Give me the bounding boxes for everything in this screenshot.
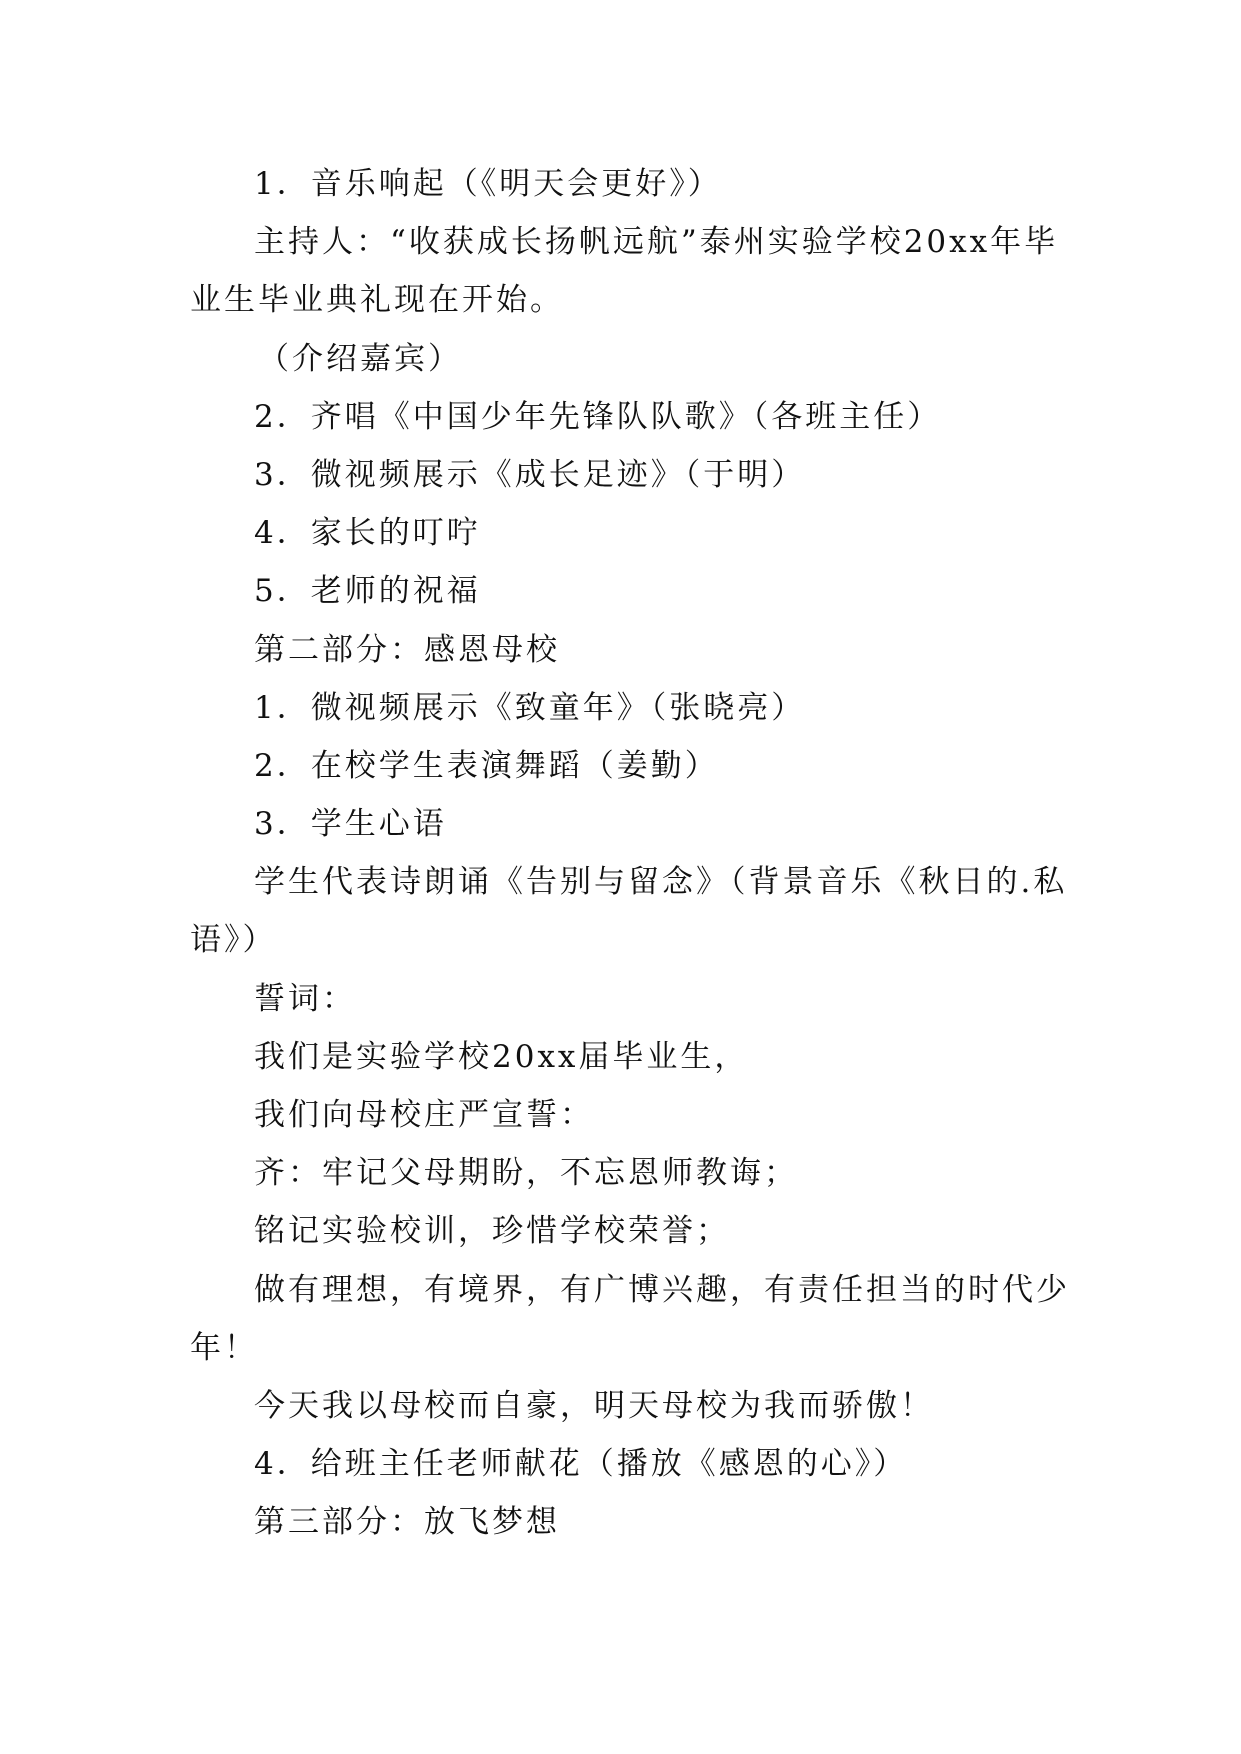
program-item: 5．老师的祝福 [254, 573, 481, 610]
program-item: 2．齐唱《中国少年先锋队队歌》（各班主任） [254, 398, 942, 435]
introduce-guests: （介绍嘉宾） [258, 340, 462, 377]
program-item: 2．在校学生表演舞蹈（姜勤） [254, 747, 719, 784]
program-item: 1．音乐响起（《明天会更好》） [254, 166, 722, 202]
oath-line: 齐：牢记父母期盼，不忘恩师教诲； [254, 1155, 798, 1192]
oath-line: 做有理想，有境界，有广博兴趣，有责任担当的时代少 [254, 1271, 1070, 1308]
oath-line: 铭记实验校训，珍惜学校荣誉； [254, 1213, 730, 1250]
poem-recital-continued: 语》） [190, 922, 277, 959]
section-heading: 第二部分：感恩母校 [254, 631, 560, 668]
host-announcement-continued: 业生毕业典礼现在开始。 [190, 282, 564, 319]
oath-line: 我们是实验学校20xx届毕业生， [254, 1038, 749, 1075]
program-item: 1．微视频展示《致童年》（张晓亮） [254, 689, 806, 726]
program-item: 3．学生心语 [254, 806, 447, 843]
program-item: 4．家长的叮咛 [254, 515, 481, 552]
section-heading: 第三部分：放飞梦想 [254, 1504, 560, 1541]
oath-heading: 誓词： [254, 980, 356, 1017]
oath-line: 今天我以母校而自豪，明天母校为我而骄傲！ [254, 1387, 934, 1424]
oath-line-continued: 年！ [190, 1329, 258, 1366]
program-item: 3．微视频展示《成长足迹》（于明） [254, 456, 806, 493]
program-item: 4．给班主任老师献花（播放《感恩的心》） [254, 1446, 908, 1483]
host-announcement: 主持人：“收获成长扬帆远航”泰州实验学校20xx年毕 [254, 224, 1059, 261]
poem-recital: 学生代表诗朗诵《告别与留念》（背景音乐《秋日的.私 [254, 864, 1068, 901]
document-body [190, 155, 1070, 1552]
oath-line: 我们向母校庄严宣誓： [254, 1097, 594, 1133]
